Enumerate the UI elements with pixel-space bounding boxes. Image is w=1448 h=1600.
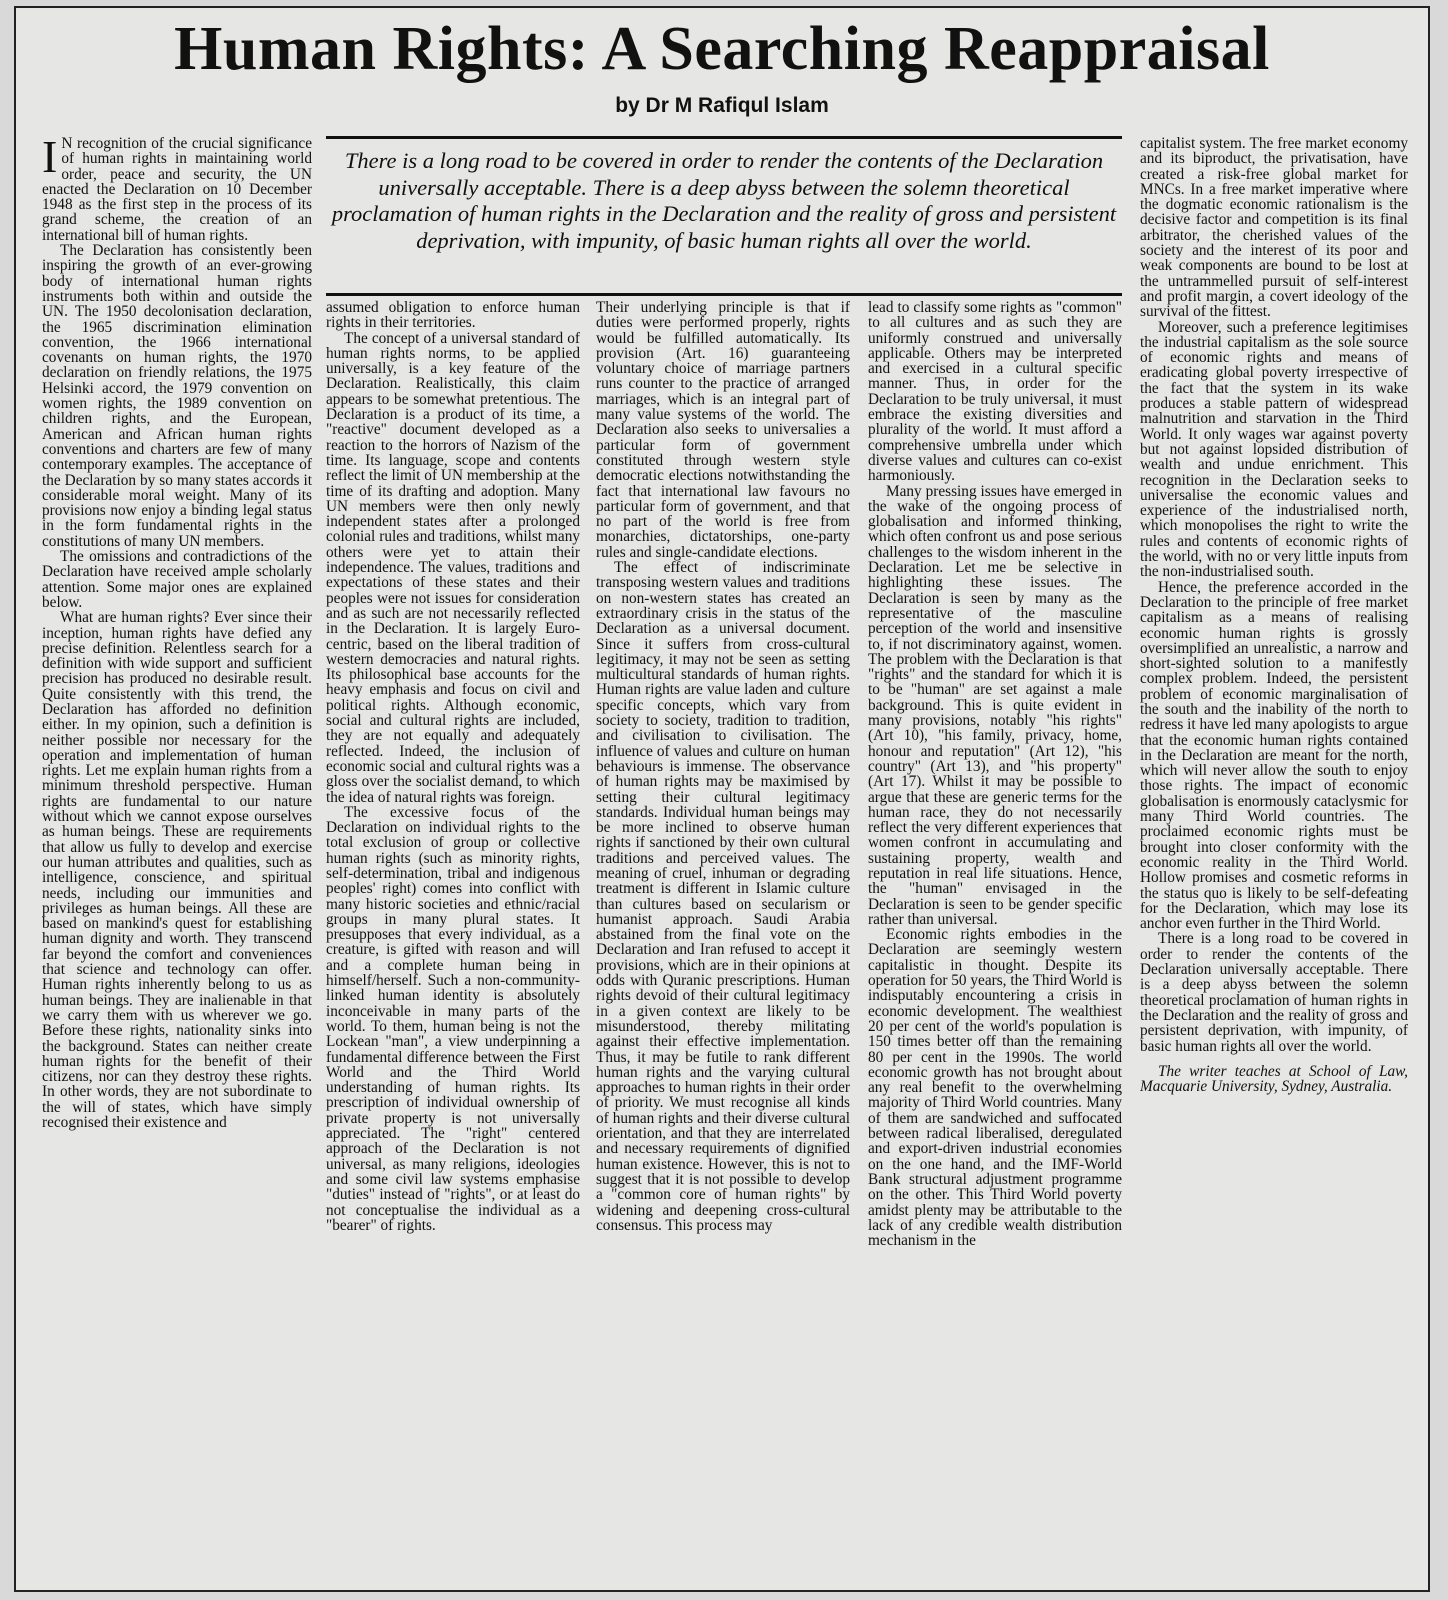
paragraph: lead to classify some rights as "common" to all cultures and as such they are uniformly construed and universally applicable. Others may be interpreted and exercised in a cultural specific manner. Thus, in order for the Declaration to be truly universal, it must embrace the existing diversities and plurality of the world. It must afford a comprehensive umbrella under which diverse values and cultures can co-exist harmoniously.: [868, 300, 1122, 485]
column-2: [326, 300, 580, 1586]
author-credit: The writer teaches at School of Law, Macquarie University, Sydney, Australia.: [1140, 1062, 1408, 1096]
paragraph: Economic rights embodies in the Declaration are seemingly western capitalistic in thought. Despite its operation for 50 years, the Third World is indisputably encountering a crisis in economic development. The wealthiest 20 per cent of the world's population is 150 times better off than the remaining 80 per cent in the 1990s. The world economic growth has not brought about any real benefit to the overwhelming majority of Third World countries. Many of them are sandwiched and suffocated between radical liberalised, deregulated and export-driven industrial economies on the one hand, and the IMF-World Bank structural adjustment programme on the other. This Third World poverty amidst plenty may be attributable to the lack of any credible wealth distribution mechanism in the: [868, 926, 1122, 1250]
newspaper-page: [14, 6, 1430, 1592]
paragraph: Moreover, such a preference legitimises the industrial capitalism as the sole source of economic rights and means of eradicating global poverty irrespective of the fact that the system in its wake produces a stable pattern of widespread malnutrition and starvation in the Third World. It only wages war against poverty but not against lopsided distribution of wealth and undue enrichment. This recognition in the Declaration seeks to universalise the economic values and experience of the industrialised north, which monopolises the right to write the rules and contents of economic rights of the world, with no or very little inputs from the non-industrialised south.: [1140, 318, 1408, 581]
paragraph: There is a long road to be covered in order to render the contents of the Declaration universally acceptable. There is a deep abyss between the solemn theoretical proclamation of human rights in the Declaration and the reality of gross and persistent deprivation, with impunity, of basic human rights all over the world.: [1140, 930, 1408, 1055]
column-1: [42, 136, 312, 1586]
paragraph: The excessive focus of the Declaration on individual rights to the total exclusion of group or collective human rights (such as minority rights, self-determination, tribal and indigenous peoples' right) comes into conflict with many historic societies and ethnic/racial groups in many plural states. It presupposes that every individual, as a creature, is gifted with reason and will and a complete human being in himself/herself. Such a non-community-linked human identity is absolutely inconceivable in many parts of the world. To them, human being is not the Lockean "man", a view underpinning a fundamental difference between the First World and the Third World understanding of human rights. Its prescription of individual ownership of private property is not universally appreciated. The "right" centered approach of the Declaration is not universal, as many religions, ideologies and some civil law systems emphasise "duties" instead of "rights", or at least do not conceptualise the individual as a "bearer" of rights.: [326, 803, 580, 1234]
paragraph: The Declaration has consistently been inspiring the growth of an ever-growing body of international human rights instruments both within and outside the UN. The 1950 decolonisation declaration, the 1965 discrimination elimination convention, the 1966 international covenants on human rights, the 1970 declaration on friendly relations, the 1975 Helsinki accord, the 1979 convention on women rights, the 1989 convention on children rights, and the European, American and African human rights conventions and charters are few of many contemporary examples. The acceptance of the Declaration by so many states accords it considerable moral weight. Many of its provisions now enjoy a binding legal status in the form fundamental rights in the constitutions of many UN members.: [42, 242, 312, 550]
column-3: [596, 300, 850, 1586]
column-5: [1140, 136, 1408, 1586]
paragraph: The omissions and contradictions of the Declaration have received ample scholarly attention. Some major ones are explained below.: [42, 548, 312, 611]
paragraph: I N recognition of the crucial significance of human rights in maintaining world order, peace and security, the UN enacted the Declaration on 10 December 1948 as the first step in the process of its grand scheme, the creation of an international bill of human rights.: [42, 136, 312, 244]
paragraph: capitalist system. The free market economy and its biproduct, the privatisation, have created a risk-free global market for MNCs. In a free market imperative where the dogmatic economic rationalism is the decisive factor and competition is its final arbitrator, the cherished values of the society and the interest of its poor and weak components are bound to be lost at the untrammelled pursuit of self-interest and profit margin, a covert ideology of the survival of the fittest.: [1140, 136, 1408, 321]
paragraph: Many pressing issues have emerged in the wake of the ongoing process of globalisation and informed thinking, which often confront us and pose serious challenges to the wisdom inherent in the Declaration. Let me be selective in highlighting these issues. The Declaration is seen by many as the representative of the masculine perception of the world and insensitive to, if not discriminatory against, women. The problem with the Declaration is that "rights" and the standard for which it is to be "human" are set against a male background. This is quite evident in many provisions, notably "his rights" (Art 10), "his family, privacy, home, honour and reputation" (Art 12), "his country" (Art 13), and "his property" (Art 17). Whilst it may be possible to argue that these are generic terms for the human race, they do not necessarily reflect the very different experiences that women confront in accumulating and sustaining property, wealth and reputation in real life situations. Hence, the "human" envisaged in the Declaration is seen to be gender specific rather than universal.: [868, 482, 1122, 928]
pullquote: There is a long road to be covered in order to render the contents of the Declaration universally acceptable. There is a deep abyss between the solemn theoretical proclamation of human rights in the Declaration and the reality of gross and persistent deprivation, with impunity, of basic human rights all over the world.: [326, 136, 1122, 296]
drop-cap: I: [42, 136, 58, 182]
headline: Human Rights: A Searching Reappraisal: [174, 15, 1270, 83]
paragraph: The effect of indiscriminate transposing western values and traditions on non-western states has created an extraordinary crisis in the status of the Declaration as a universal document. Since it suffers from cross-cultural legitimacy, it may not be seen as setting multicultural standards of human rights. Human rights are value laden and culture specific concepts, which vary from society to society, tradition to tradition, and civilisation to civilisation. The influence of values and culture on human behaviours is immense. The observance of human rights may be maximised by setting their cultural legitimacy standards. Individual human beings may be more inclined to observe human rights if sanctioned by their own cultural traditions and perceived values. The meaning of cruel, inhuman or degrading treatment is different in Islamic culture than cultures based on secularism or humanist approach. Saudi Arabia abstained from the final vote on the Declaration and Iran refused to accept it provisions, which are in their opinions at odds with Quranic prescriptions. Human rights devoid of their cultural legitimacy in a given context are likely to be misunderstood, thereby militating against their effective implementation. Thus, it may be futile to rank different human rights and the varying cultural approaches to human rights in their order of priority. We must recognise all kinds of human rights and their diverse cultural orientation, and that they are interrelated and necessary requirements of dignified human existence. However, this is not to suggest that it is not possible to develop a "common core of human rights" by widening and deepening cross-cultural consensus. This process may: [596, 559, 850, 1234]
column-4: [868, 300, 1122, 1586]
paragraph: assumed obligation to enforce human rights in their territories.: [326, 300, 580, 332]
paragraph: The concept of a universal standard of human rights norms, to be applied universally, is a key feature of the Declaration. Realistically, this claim appears to be somewhat pretentious. The Declaration is a product of its time, a "reactive" document developed as a reaction to the horrors of Nazism of the time. Its language, scope and contents reflect the limit of UN membership at the time of its drafting and adoption. Many UN members were then only newly independent states after a prolonged colonial rules and traditions, whilst many others were yet to attain their independence. The values, traditions and expectations of these states and their peoples were not issues for consideration and as such are not necessarily reflected in the Declaration. It is largely Euro-centric, based on the liberal tradition of western democracies and natural rights. Its philosophical base accounts for the heavy emphasis and focus on civil and political rights. Although economic, social and cultural rights are included, they are not equally and adequately reflected. Indeed, the inclusion of economic social and cultural rights was a gloss over the socialist demand, to which the idea of natural rights was foreign.: [326, 329, 580, 806]
paragraph: What are human rights? Ever since their inception, human rights have defied any precise definition. Relentless search for a definition with wide support and sufficient precision has produced no desirable result. Quite consistently with this trend, the Declaration has afforded no definition either. In my opinion, such a definition is neither possible nor necessary for the operation and implementation of human rights. Let me explain human rights from a minimum threshold perspective. Human rights are fundamental to our nature without which we cannot expose ourselves as human beings. These are requirements that allow us fully to develop and exercise our human attributes and qualities, such as intelligence, conscience, and spiritual needs, including our immunities and privileges as human beings. All these are based on mankind's quest for establishing human dignity and worth. They transcend far beyond the comfort and conveniences that science and technology can offer. Human rights inherently belong to us as human beings. They are inalienable in that we carry them with us wherever we go. Before these rights, nationality sinks into the background. States can neither create human rights for the benefit of their citizens, nor can they destroy these rights. In other words, they are not subordinate to the will of states, which have simply recognised their existence and: [42, 609, 312, 1131]
byline: by Dr M Rafiqul Islam: [615, 94, 829, 117]
paragraph: Their underlying principle is that if duties were performed properly, rights would be fulfilled automatically. Its provision (Art. 16) guaranteeing voluntary choice of marriage partners runs counter to the practice of arranged marriages, which is an integral part of many value systems of the world. The Declaration also seeks to universalies a particular form of government constituted through western style democratic elections notwithstanding the fact that international law favours no particular form of government, and that no part of the world is free from monarchies, dictatorships, one-party rules and single-candidate elections.: [596, 300, 850, 561]
paragraph: Hence, the preference accorded in the Declaration to the principle of free market capitalism as a means of realising economic human rights is grossly oversimplified an unrealistic, a narrow and short-sighted solution to a manifestly complex problem. Indeed, the persistent problem of economic marginalisation of the south and the inability of the north to redress it have led many apologists to argue that the economic human rights contained in the Declaration are meant for the north, which will never allow the south to enjoy those rights. The impact of economic globalisation is enormously cataclysmic for many Third World countries. The proclaimed economic rights must be brought into closer conformity with the economic reality in the Third World. Hollow promises and cosmetic reforms in the status quo is likely to be self-defeating for the Declaration, which may lose its anchor even further in the Third World.: [1140, 578, 1408, 933]
